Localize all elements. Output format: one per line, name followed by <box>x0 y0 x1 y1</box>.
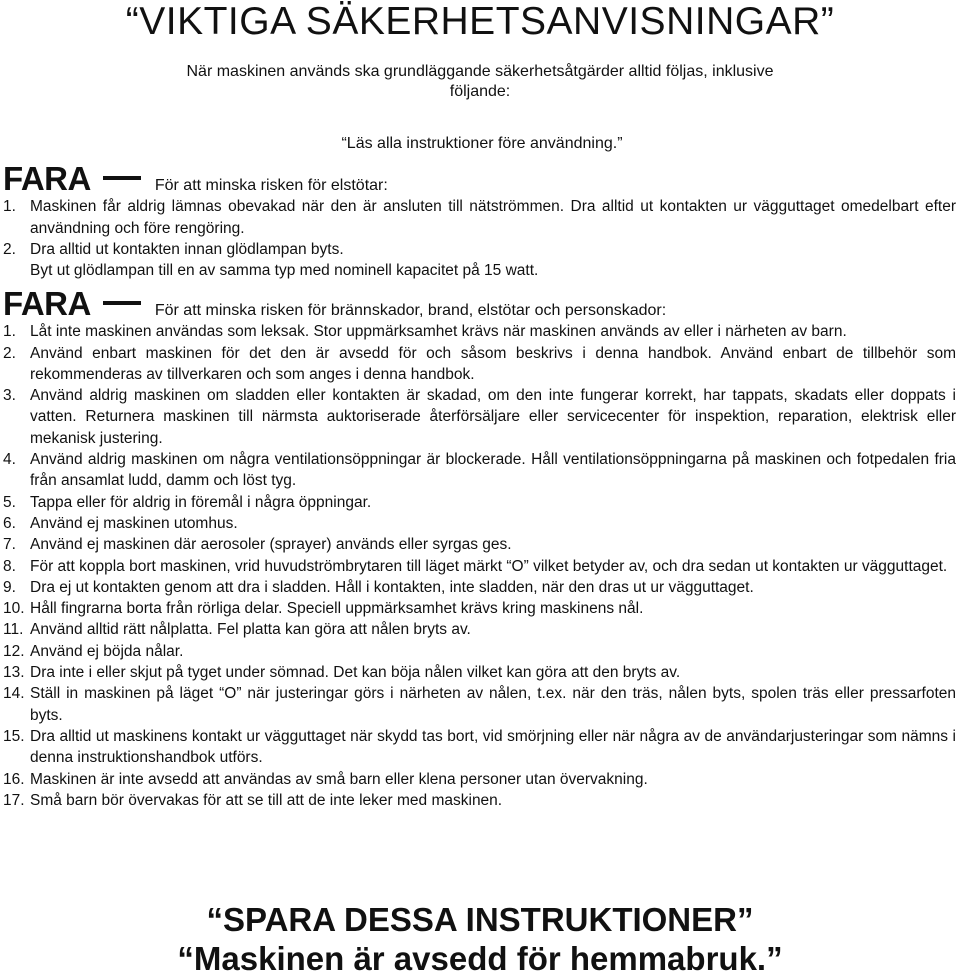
list-item-number: 7. <box>3 536 16 554</box>
list-item-number: 13. <box>3 664 25 682</box>
save-instructions-text: “SPARA DESSA INSTRUKTIONER” <box>206 901 754 938</box>
list-item-number: 4. <box>3 451 16 469</box>
dash-rule <box>103 301 141 305</box>
fara-section-electric <box>3 162 956 281</box>
page-title: “VIKTIGA SÄKERHETSANVISNINGAR” <box>125 0 835 43</box>
list-item <box>3 321 956 342</box>
list-item-number: 10. <box>3 600 25 618</box>
list-item <box>3 619 956 640</box>
list-item-number: 11. <box>3 621 24 639</box>
list-item-number: 3. <box>3 387 16 405</box>
list-item <box>3 641 956 662</box>
list-item-number: 6. <box>3 514 16 532</box>
list-item <box>3 492 956 513</box>
list-item <box>3 449 956 492</box>
fara-list <box>3 321 956 811</box>
list-item-number: 14. <box>3 685 25 703</box>
list-item <box>3 385 956 449</box>
list-item <box>3 239 956 260</box>
list-item-number: 1. <box>3 198 16 216</box>
household-use-text: “Maskinen är avsedd för hemmabruk.” <box>177 940 783 977</box>
list-item <box>3 556 956 577</box>
list-item-text: Använd aldrig maskinen om sladden eller kontakten är skadad, om den inte fungerar korrekt, har tappats, skadats eller doppats i vatten. Returnera maskinen till närmsta auktoriserade återförsäljare eller servicecenter för inspektion, reparation, elektrisk eller mekanisk justering. <box>30 387 956 447</box>
list-item-text: Använd enbart maskinen för det den är avsedd för och såsom beskrivs i denna handbok. Använd enbart de tillbehör som rekommenderas av tillverkaren och som anges i denna handbok. <box>30 344 956 383</box>
list-item-text: Små barn bör övervakas för att se till att de inte leker med maskinen. <box>30 791 503 809</box>
list-item-text: Dra alltid ut maskinens kontakt ur vägguttaget när skydd tas bort, vid smörjning eller när några av de användarjusteringar som nämns i denna instruktionshandbok utförs. <box>30 727 956 767</box>
list-item-text: Dra inte i eller skjut på tyget under sömnad. Det kan böja nålen vilket kan göra att den bryts av. <box>30 664 681 682</box>
list-item-number: 2. <box>3 240 16 258</box>
list-item-text: Använd ej böjda nålar. <box>30 642 184 660</box>
list-item-number: 2. <box>3 344 16 362</box>
list-item-number: 1. <box>3 323 16 341</box>
list-item-text: Ställ in maskinen på läget “O” när justeringar görs i närheten av nålen, t.ex. när den träs, nålen byts, spolen träs eller pressarfoten byts. <box>30 685 956 724</box>
list-item-text: Dra ej ut kontakten genom att dra i sladden. Håll i kontakten, inte sladden, när den dras ut ur vägguttaget. <box>30 578 754 596</box>
list-item <box>3 790 956 811</box>
list-item <box>3 196 956 239</box>
list-item-number: 16. <box>3 770 25 788</box>
list-item-number: 15. <box>3 727 25 745</box>
intro-text: När maskinen används ska grundläggande säkerhetsåtgärder alltid följas, inklusive följande: <box>186 63 774 100</box>
list-item-text: Maskinen är inte avsedd att användas av små barn eller klena personer utan övervakning. <box>30 770 648 788</box>
list-item <box>3 662 956 683</box>
list-item-text: Använd aldrig maskinen om några ventilationsöppningar är blockerade. Håll ventilationsöppningarna på maskinen och fotpedalen fria från ansamlat ludd, damm och löst tyg. <box>30 451 956 490</box>
list-item-text: Använd alltid rätt nålplatta. Fel platta kan göra att nålen bryts av. <box>30 621 471 639</box>
list-item-text: Använd ej maskinen där aerosoler (sprayer) används eller syrgas ges. <box>30 536 512 554</box>
list-item <box>3 534 956 555</box>
list-item-text: För att koppla bort maskinen, vrid huvudströmbrytaren till läget märkt “O” vilket betyder av, och dra sedan ut kontakten ur vägguttaget. <box>30 557 948 575</box>
list-item <box>3 343 956 386</box>
fara-list <box>3 196 956 260</box>
list-item-text: Håll fingrarna borta från rörliga delar. Speciell uppmärksamhet krävs kring maskinens nål. <box>30 600 644 618</box>
list-item <box>3 769 956 790</box>
read-instructions-text: “Läs alla instruktioner före användning.” <box>341 135 623 152</box>
fara-section-general <box>3 287 956 811</box>
list-item-number: 8. <box>3 557 16 575</box>
fara-heading-text: För att minska risken för elstötar: <box>154 177 388 194</box>
list-item <box>3 726 956 769</box>
list-item <box>3 683 956 726</box>
list-item-number: 17. <box>3 791 25 809</box>
list-item-number: 12. <box>3 642 25 660</box>
dash-rule <box>103 176 141 180</box>
fara-word: FARA <box>3 160 91 197</box>
list-item-text: Maskinen får aldrig lämnas obevakad när den är ansluten till nätströmmen. Dra alltid ut kontakten ur vägguttaget omedelbart efter användning och före rengöring. <box>30 198 956 237</box>
list-item-text: Dra alltid ut kontakten innan glödlampan byts. <box>30 240 344 258</box>
list-item <box>3 598 956 619</box>
fara-word: FARA <box>3 285 91 322</box>
fara-heading-text: För att minska risken för brännskador, brand, elstötar och personskador: <box>154 302 667 319</box>
fara-heading <box>3 287 956 321</box>
fara-heading <box>3 162 956 196</box>
list-item-text: Tappa eller för aldrig in föremål i några öppningar. <box>30 493 372 511</box>
list-item <box>3 513 956 534</box>
list-item <box>3 577 956 598</box>
list-item-number: 5. <box>3 493 16 511</box>
list-item-text: Låt inte maskinen användas som leksak. Stor uppmärksamhet krävs när maskinen används av eller i närheten av barn. <box>30 323 847 341</box>
bulb-note: Byt ut glödlampan till en av samma typ med nominell kapacitet på 15 watt. <box>30 262 539 280</box>
list-item-number: 9. <box>3 578 16 596</box>
list-item-text: Använd ej maskinen utomhus. <box>30 514 238 532</box>
